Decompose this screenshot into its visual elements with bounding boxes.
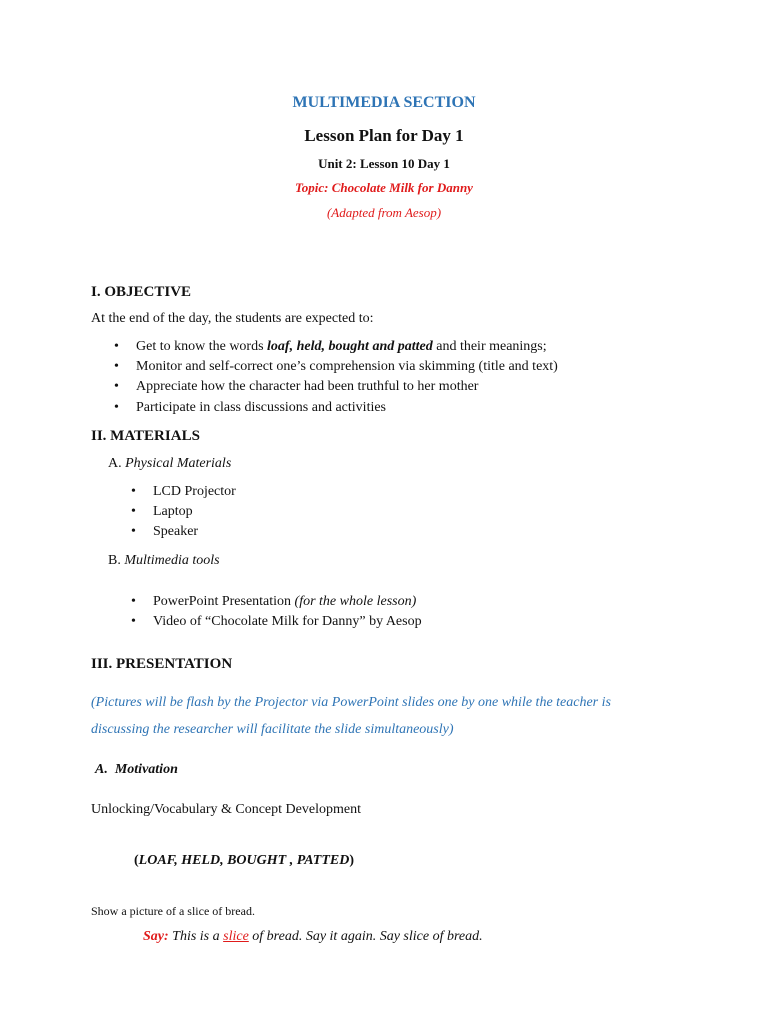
multimedia-item xyxy=(153,594,416,610)
say-highlight-word: slice xyxy=(223,929,249,944)
objective-item: • Monitor and self-correct one’s comprehension via skimming (title and text) xyxy=(136,359,558,375)
materials-subheading-b xyxy=(108,553,220,569)
objective-item-text: Get to know the words xyxy=(136,339,268,354)
objective-item-text: and their meanings; xyxy=(432,339,547,354)
vocab-words-line xyxy=(134,853,354,869)
unit-label: Unit 2: Lesson 10 Day 1 xyxy=(318,156,450,171)
objective-item: • Appreciate how the character had been truthful to her mother xyxy=(136,379,478,395)
vocab-words: LOAF, HELD, BOUGHT , PATTED xyxy=(138,853,350,868)
physical-materials-label: Physical Materials xyxy=(125,456,232,471)
topic-label: Topic: Chocolate Milk for Danny xyxy=(295,180,473,195)
show-instruction: Show a picture of a slice of bread. xyxy=(91,904,255,918)
materials-item: • Speaker xyxy=(153,524,198,540)
unlocking-text: Unlocking/Vocabulary & Concept Development xyxy=(91,802,361,817)
materials-item: • LCD Projector xyxy=(153,484,236,500)
multimedia-item: • Video of “Chocolate Milk for Danny” by Aesop xyxy=(153,614,422,630)
say-text: of bread. Say it again. Say slice of bread. xyxy=(248,929,483,944)
objective-intro: At the end of the day, the students are expected to: xyxy=(91,311,374,326)
list-letter: A. xyxy=(108,456,122,471)
objective-vocab-words: loaf, held, bought and patted xyxy=(267,339,433,354)
paren: ) xyxy=(349,853,355,868)
multimedia-tools-label: Multimedia tools xyxy=(124,553,220,568)
adapted-label: (Adapted from Aesop) xyxy=(326,205,442,220)
multimedia-item-note: (for the whole lesson) xyxy=(294,594,417,609)
list-letter: A. xyxy=(95,762,108,777)
motivation-subheading xyxy=(95,762,178,778)
materials-heading: II. MATERIALS xyxy=(91,428,200,444)
materials-subheading-a xyxy=(108,456,231,472)
objective-item: • Participate in class discussions and activities xyxy=(136,400,386,416)
say-label: Say: xyxy=(143,929,169,944)
multimedia-item-text: PowerPoint Presentation xyxy=(153,594,295,609)
materials-item: • Laptop xyxy=(153,504,193,520)
objective-item xyxy=(136,339,547,355)
section-title: MULTIMEDIA SECTION xyxy=(292,94,476,111)
say-line xyxy=(143,929,483,945)
lesson-title: Lesson Plan for Day 1 xyxy=(304,126,464,145)
objective-heading: I. OBJECTIVE xyxy=(91,284,192,300)
list-letter: B. xyxy=(108,553,121,568)
presentation-note-line: (Pictures will be flash by the Projector via PowerPoint slides one by one while the teacher is xyxy=(91,695,611,710)
motivation-label: Motivation xyxy=(114,762,178,777)
presentation-note-line: discussing the researcher will facilitate the slide simultaneously) xyxy=(91,722,454,737)
say-text: This is a xyxy=(168,929,224,944)
presentation-heading: III. PRESENTATION xyxy=(91,656,233,672)
paren: ( xyxy=(134,853,139,868)
